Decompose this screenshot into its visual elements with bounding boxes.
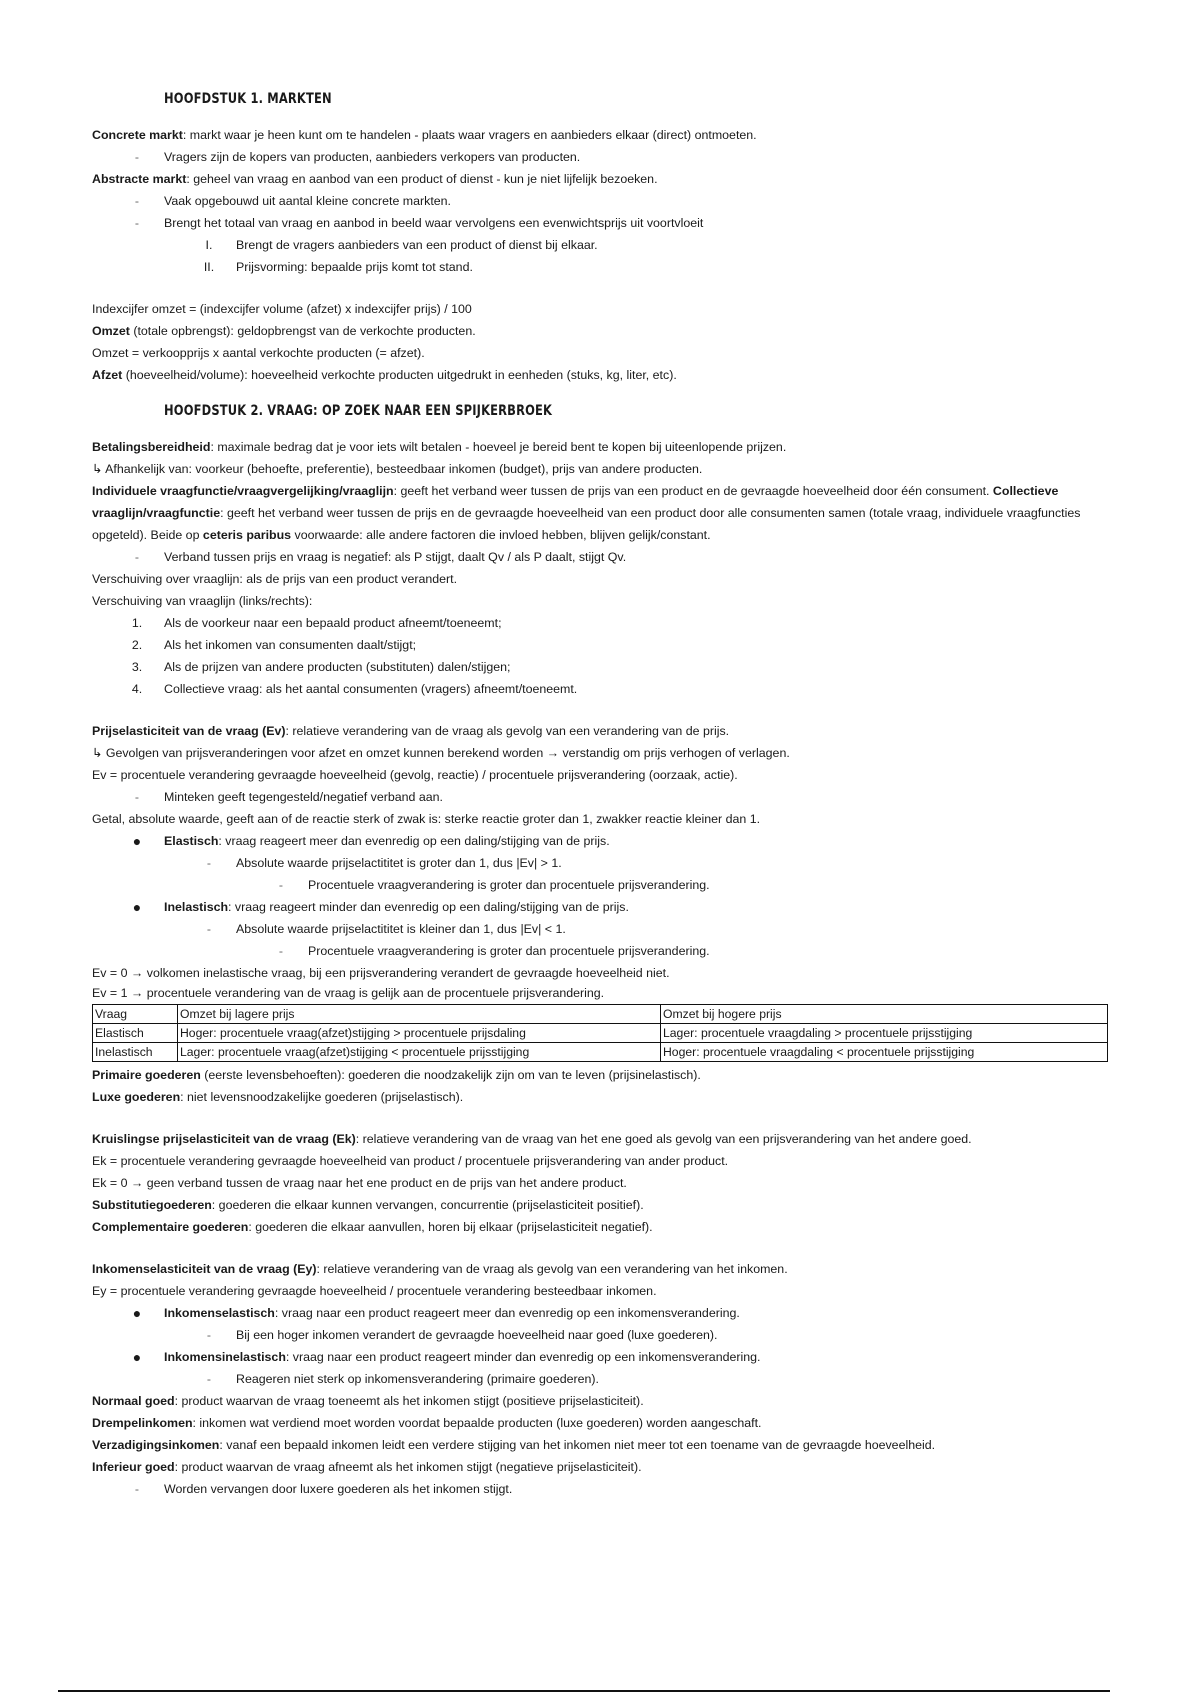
sub-item: - Reageren niet sterk op inkomensverandering (primaire goederen). xyxy=(206,1372,599,1386)
definition-abstracte-markt: Abstracte markt: geheel van vraag en aanbod van een product of dienst - kun je niet lijfelijk bezoeken. xyxy=(92,172,658,186)
definition-inkomenselasticiteit: Inkomenselasticiteit van de vraag (Ey): relatieve verandering van de vraag als gevolg van een verandering van het inkomen. xyxy=(92,1262,788,1276)
table-header-row xyxy=(93,1005,1108,1024)
text-line: Verschuiving over vraaglijn: als de prijs van een product verandert. xyxy=(92,572,458,586)
formula-ey: Ey = procentuele verandering gevraagde hoeveelheid / procentuele verandering besteedbaar inkomen. xyxy=(92,1284,657,1298)
text-line: Ev = 0 → volkomen inelastische vraag, bij een prijsverandering verandert de gevraagde hoeveelheid niet. xyxy=(92,966,670,980)
roman-item: II. Prijsvorming: bepaalde prijs komt tot stand. xyxy=(203,260,473,274)
formula-indexcijfer: Indexcijfer omzet = (indexcijfer volume (afzet) x indexcijfer prijs) / 100 xyxy=(92,302,472,316)
definition-normaal-goed: Normaal goed: product waarvan de vraag toeneemt als het inkomen stijgt (positieve prijselasticiteit). xyxy=(92,1394,644,1408)
formula-omzet: Omzet = verkoopprijs x aantal verkochte producten (= afzet). xyxy=(92,346,425,360)
note-gevolgen: ↳ Gevolgen van prijsveranderingen voor afzet en omzet kunnen berekend worden → verstandig om prijs verhogen of verlagen. xyxy=(92,746,790,760)
bullet-item: ● Inkomenselastisch: vraag naar een product reageert meer dan evenredig op een inkomensverandering. xyxy=(132,1305,740,1321)
definition-prijselasticiteit: Prijselasticiteit van de vraag (Ev): relatieve verandering van de vraag als gevolg van een verandering van de prijs. xyxy=(92,724,730,738)
sub-item: - Procentuele vraagverandering is groter dan procentuele prijsverandering. xyxy=(278,944,710,958)
numbered-item: 1. Als de voorkeur naar een bepaald product afneemt/toeneemt; xyxy=(131,616,502,630)
definition-betalingsbereidheid: Betalingsbereidheid: maximale bedrag dat je voor iets wilt betalen - hoeveel je bereid bent te kopen bij uiteenlopende prijzen. xyxy=(92,440,787,454)
sub-item: - Absolute waarde prijselactititet is groter dan 1, dus |Ev| > 1. xyxy=(206,856,562,870)
table-row xyxy=(93,1043,1108,1062)
text-line: Verschuiving van vraaglijn (links/rechts): xyxy=(92,594,313,608)
table-cell: Hoger: procentuele vraagdaling < procentuele prijsstijging xyxy=(661,1043,1108,1062)
note-afhankelijk: ↳ Afhankelijk van: voorkeur (behoefte, preferentie), besteedbaar inkomen (budget), prijs van andere producten. xyxy=(92,462,703,476)
sub-item: - Vaak opgebouwd uit aantal kleine concrete markten. xyxy=(134,194,451,208)
sub-item: - Absolute waarde prijselactititet is kleiner dan 1, dus |Ev| < 1. xyxy=(206,922,566,936)
text-line: Getal, absolute waarde, geeft aan of de reactie sterk of zwak is: sterke reactie groter dan 1, zwakker reactie kleiner dan 1. xyxy=(92,812,761,826)
definition-vraagfunctie: Individuele vraagfunctie/vraagvergelijking/vraaglijn: geeft het verband weer tussen de prijs van een product en de gevraagde hoeveelheid door één consument. Collectieve vraaglijn/vraagfunctie: geeft het verband weer tussen de prijs en de gevraagde hoeveelheid van een product door alle consumenten samen (totale vraag, individuele vraagfuncties opgeteld). Beide op ceteris paribus voorwaarde: alle andere factoren die invloed hebben, blijven gelijk/constant. xyxy=(92,484,1081,542)
table-row xyxy=(93,1024,1108,1043)
sub-item: - Worden vervangen door luxere goederen als het inkomen stijgt. xyxy=(134,1482,513,1496)
definition-concrete-markt: Concrete markt: markt waar je heen kunt om te handelen - plaats waar vragers en aanbieders elkaar (direct) ontmoeten. xyxy=(92,128,757,142)
table-cell: Vraag xyxy=(93,1005,178,1024)
table-cell: Hoger: procentuele vraag(afzet)stijging > procentuele prijsdaling xyxy=(178,1024,661,1043)
elasticity-table xyxy=(92,1004,1108,1062)
numbered-item: 4. Collectieve vraag: als het aantal consumenten (vragers) afneemt/toeneemt. xyxy=(131,682,578,696)
sub-item: - Vragers zijn de kopers van producten, aanbieders verkopers van producten. xyxy=(134,150,581,164)
table-cell: Inelastisch xyxy=(93,1043,178,1062)
definition-verzadigingsinkomen: Verzadigingsinkomen: vanaf een bepaald inkomen leidt een verdere stijging van het inkomen niet meer tot een toename van de gevraagde hoeveelheid. xyxy=(92,1438,936,1452)
definition-kruislingse: Kruislingse prijselasticiteit van de vraag (Ek): relatieve verandering van de vraag van het ene goed als gevolg van een prijsverandering van het andere goed. xyxy=(92,1132,972,1146)
definition-afzet: Afzet (hoeveelheid/volume): hoeveelheid verkochte producten uitgedrukt in eenheden (stuks, kg, liter, etc). xyxy=(92,368,677,382)
sub-item: - Brengt het totaal van vraag en aanbod in beeld waar vervolgens een evenwichtsprijs uit voortvloeit xyxy=(134,216,704,230)
text-line: Ev = 1 → procentuele verandering van de vraag is gelijk aan de procentuele prijsverandering. xyxy=(92,986,605,1000)
bullet-item: ● Inkomensinelastisch: vraag naar een product reageert minder dan evenredig op een inkomensverandering. xyxy=(132,1349,761,1365)
definition-omzet: Omzet (totale opbrengst): geldopbrengst van de verkochte producten. xyxy=(92,324,476,338)
footer-rule xyxy=(58,1690,1110,1692)
definition-luxe-goederen: Luxe goederen: niet levensnoodzakelijke goederen (prijselastisch). xyxy=(92,1090,464,1104)
definition-drempelinkomen: Drempelinkomen: inkomen wat verdiend moet worden voordat bepaalde producten (luxe goederen) worden aangeschaft. xyxy=(92,1416,762,1430)
formula-ev: Ev = procentuele verandering gevraagde hoeveelheid (gevolg, reactie) / procentuele prijsverandering (oorzaak, actie). xyxy=(92,768,738,782)
table-cell: Elastisch xyxy=(93,1024,178,1043)
formula-ek: Ek = procentuele verandering gevraagde hoeveelheid van product / procentuele prijsverandering van ander product. xyxy=(92,1154,729,1168)
bullet-item: ● Elastisch: vraag reageert meer dan evenredig op een daling/stijging van de prijs. xyxy=(132,833,610,849)
sub-item: - Verband tussen prijs en vraag is negatief: als P stijgt, daalt Qv / als P daalt, stijgt Qv. xyxy=(134,550,627,564)
document-page xyxy=(92,88,1112,1500)
sub-item: - Bij een hoger inkomen verandert de gevraagde hoeveelheid naar goed (luxe goederen). xyxy=(206,1328,718,1342)
chapter-1-heading: HOOFDSTUK 1. MARKTEN xyxy=(164,91,332,107)
roman-item: I. Brengt de vragers aanbieders van een product of dienst bij elkaar. xyxy=(205,238,598,252)
text-line: Ek = 0 → geen verband tussen de vraag naar het ene product en de prijs van het andere product. xyxy=(92,1176,627,1190)
table-cell: Lager: procentuele vraagdaling > procentuele prijsstijging xyxy=(661,1024,1108,1043)
sub-item: - Procentuele vraagverandering is groter dan procentuele prijsverandering. xyxy=(278,878,710,892)
table-cell: Lager: procentuele vraag(afzet)stijging < procentuele prijsstijging xyxy=(178,1043,661,1062)
table-cell: Omzet bij lagere prijs xyxy=(178,1005,661,1024)
definition-complementaire: Complementaire goederen: goederen die elkaar aanvullen, horen bij elkaar (prijselasticiteit negatief). xyxy=(92,1220,653,1234)
definition-inferieur-goed: Inferieur goed: product waarvan de vraag afneemt als het inkomen stijgt (negatieve prijselasticiteit). xyxy=(92,1460,642,1474)
definition-primaire-goederen: Primaire goederen (eerste levensbehoeften): goederen die noodzakelijk zijn om van te leven (prijsinelastisch). xyxy=(92,1068,701,1082)
definition-substitutiegoederen: Substitutiegoederen: goederen die elkaar kunnen vervangen, concurrentie (prijselasticiteit positief). xyxy=(92,1198,644,1212)
numbered-item: 2. Als het inkomen van consumenten daalt/stijgt; xyxy=(131,638,417,652)
chapter-2-heading: HOOFDSTUK 2. VRAAG: OP ZOEK NAAR EEN SPIJKERBROEK xyxy=(164,403,553,419)
numbered-item: 3. Als de prijzen van andere producten (substituten) dalen/stijgen; xyxy=(131,660,511,674)
sub-item: - Minteken geeft tegengesteld/negatief verband aan. xyxy=(134,790,443,804)
bullet-item: ● Inelastisch: vraag reageert minder dan evenredig op een daling/stijging van de prijs. xyxy=(132,899,629,915)
table-cell: Omzet bij hogere prijs xyxy=(661,1005,1108,1024)
